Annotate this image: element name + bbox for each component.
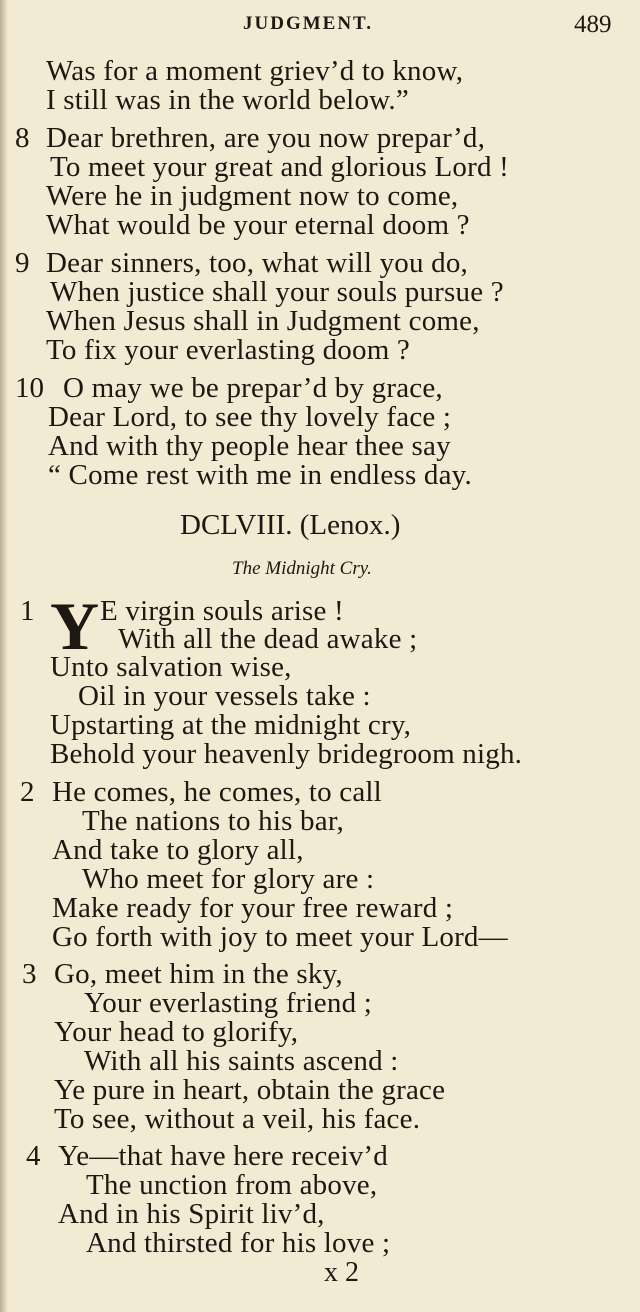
verse-line: Who meet for glory are :: [82, 863, 375, 895]
verse-line: Were he in judgment now to come,: [46, 180, 459, 212]
verse-line: The unction from above,: [86, 1169, 378, 1201]
running-head: JUDGMENT.: [243, 13, 374, 34]
drop-cap: Y: [50, 588, 100, 664]
verse-line: When justice shall your souls pursue ?: [50, 276, 504, 308]
verse-line: With all his saints ascend :: [84, 1045, 399, 1077]
verse-number: 1: [20, 595, 35, 627]
verse-number: 2: [20, 776, 35, 808]
verse-line: Your head to glorify,: [54, 1016, 299, 1048]
verse-line: He comes, he comes, to call: [52, 776, 382, 808]
verse-line: Unto salvation wise,: [50, 651, 292, 683]
page-number: 489: [574, 11, 612, 38]
verse-number: 3: [22, 958, 37, 990]
hymn-subtitle: The Midnight Cry.: [232, 558, 372, 579]
verse-line: Dear brethren, are you now prepar’d,: [46, 122, 486, 154]
verse-line: Was for a moment griev’d to know,: [46, 55, 464, 87]
verse-line: Your everlasting friend ;: [84, 987, 372, 1019]
verse-line: O may we be prepar’d by grace,: [63, 372, 443, 404]
verse-line: “ Come rest with me in endless day.: [48, 459, 472, 491]
verse-line: And in his Spirit liv’d,: [58, 1198, 325, 1230]
verse-line: And with thy people hear thee say: [48, 430, 451, 462]
verse-line: Behold your heavenly bridegroom nigh.: [50, 738, 523, 770]
verse-line: Dear Lord, to see thy lovely face ;: [48, 401, 452, 433]
verse-line: E virgin souls arise !: [100, 595, 344, 627]
verse-line: To fix your everlasting doom ?: [46, 334, 410, 366]
verse-number: 10: [15, 372, 44, 404]
verse-line: Oil in your vessels take :: [78, 680, 371, 712]
verse-line: And thirsted for his love ;: [86, 1227, 391, 1259]
verse-line: Go forth with joy to meet your Lord—: [52, 921, 508, 953]
verse-line: With all the dead awake ;: [118, 623, 418, 655]
verse-line: To see, without a veil, his face.: [54, 1103, 421, 1135]
verse-number: 8: [15, 122, 30, 154]
verse-line: And take to glory all,: [52, 834, 304, 866]
verse-line: When Jesus shall in Judgment come,: [46, 305, 480, 337]
verse-line: I still was in the world below.”: [46, 84, 409, 116]
verse-line: Go, meet him in the sky,: [54, 958, 343, 990]
hymn-title: DCLVIII. (Lenox.): [180, 509, 401, 541]
verse-line: To meet your great and glorious Lord !: [50, 151, 509, 183]
verse-line: Upstarting at the midnight cry,: [50, 709, 412, 741]
signature-mark: x 2: [324, 1257, 359, 1288]
verse-line: Make ready for your free reward ;: [52, 892, 454, 924]
verse-line: Dear sinners, too, what will you do,: [46, 247, 468, 279]
verse-number: 4: [26, 1140, 41, 1172]
verse-line: Ye pure in heart, obtain the grace: [54, 1074, 446, 1106]
page-gutter-shadow: [0, 0, 8, 1312]
verse-number: 9: [15, 247, 30, 279]
verse-line: What would be your eternal doom ?: [46, 209, 470, 241]
verse-line: Ye—that have here receiv’d: [58, 1140, 388, 1172]
verse-line: The nations to his bar,: [82, 805, 344, 837]
